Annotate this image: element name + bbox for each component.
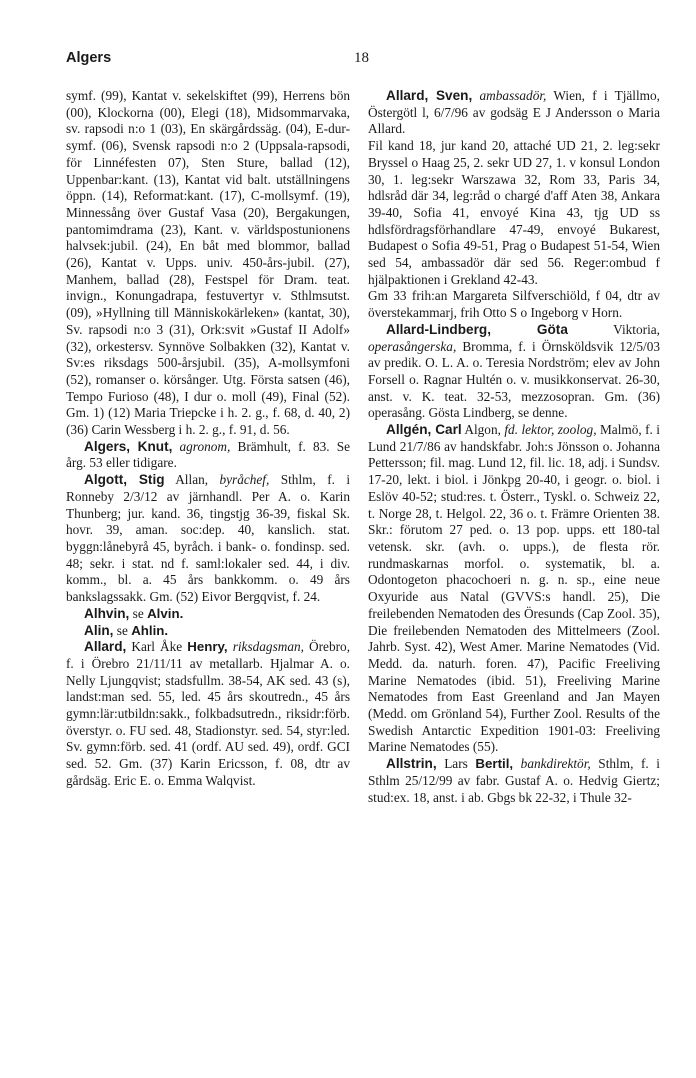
entry-alin: Alin, se Ahlin. bbox=[84, 622, 169, 638]
entry-name: Algott, Stig bbox=[84, 472, 165, 488]
entry-algers-continued: symf. (99), Kantat v. sekelskiftet (99), Herrens bön (00), Klockorna (00), Elegi (18), Midsommarvaka, sv. rapsodi n:o 1 (03), En skärgårdssäg. (04), E-dur-symf. (06), Svensk rapsodi n:o 2 (Uppsala-rapsodi, för Linnéfesten 07), Sten Sture, ballad (12), Uppenbar:kant. (13), Kantat vid balt. utställningens öppn. (14), Reformat:kant. (17), C-mollsymf. (19), Minnessång över Gustaf Vasa (20), Bergakungen, pantomimdrama (23), Kant. v. världspostunionens halvsek:jubil. (24), En båt med blommor, ballad (26), Kantat v. Upps. univ. 450-års-jubil. (27), Manhem, ballad (28), Festspel för Dram. teat. invign., Konungadrapa, festuvertyr v. Sthlmsutst. (09), »Hyllning till Människokärleken» (kantat, 30), Sv. rapsodi n:o 3 (31), Ork:svit »Gustaf II Adolf» (32), orkestersv. Synnöve Solbakken (32), Kantat v. Sv:es riksdags 500-årsjubil. (35), A-mollsymfoni (52), romanser o. körsånger. Utg. Första satsen (46), Tempo Furioso (48), I dur o. moll (49), Final (52). Gm. 1) (12) Maria Triepcke i h. 2. g., f. 68, d. 40, 2) (36) Carin Wessberg i h. 2. g., f. 91, d. 56. bbox=[66, 88, 350, 438]
entry-name: Allard-Lindberg, Göta bbox=[386, 321, 568, 337]
running-head bbox=[66, 50, 648, 72]
entry-title: byråchef, bbox=[219, 472, 270, 488]
entry-title: agronom, bbox=[179, 438, 231, 454]
entry-call-name: Bertil, bbox=[475, 756, 514, 772]
cross-reference: Alvin. bbox=[147, 605, 184, 621]
entry-name: Algers, Knut, bbox=[84, 438, 173, 454]
entry-allstrin: Allstrin, Lars Bertil, bankdirektör, Sthlm, f. i Sthlm 25/12/99 av fabr. Gustaf A. o. Hedvig Giertz; stud:ex. 18, anst. i ab. Gbgs bk 22-32, i Thule 32- bbox=[368, 756, 660, 805]
entry-allard-sven: Allard, Sven, ambassadör, Wien, f i Tjällmo, Östergötl l, 6/7/96 av godsäg E J Andersson o Maria Allard. bbox=[368, 88, 660, 137]
left-column bbox=[66, 88, 350, 790]
entry-title: operasångerska, bbox=[368, 338, 457, 354]
entry-name: Allgén, Carl bbox=[386, 422, 462, 438]
entry-title: fd. lektor, zoolog, bbox=[504, 422, 597, 438]
entry-allard-lindberg: Allard-Lindberg, Göta Viktoria, operasångerska, Bromma, f. i Örnsköldsvik 12/5/03 av predik. O. L. A. o. Teresia Nordström; elev av John Forsell o. Ragnar Hultén o. v. musikkonservat. 26-30, anst. v. K. teat. 32-53, mezzosopran. Gm. (36) operasång. Gösta Lindberg, se denne. bbox=[368, 321, 661, 421]
running-headword: Algers bbox=[66, 50, 112, 66]
entry-allard-sven-career: Fil kand 18, jur kand 20, attaché UD 21, 2. leg:sekr Bryssel o Haag 25, 2. sekr UD 27, 1. v konsul London 30, 1. leg:sekr Warszawa 32, Rom 33, Paris 34, hdlsråd där 34, leg:råd o chargé d'aff Aten 38, Ankara 39-40, Sofia 41, envoyé Kina 43, tjg UD ss hdlsfördragsförhandlare 47-49, envoyé Bukarest, Budapest o Sofia 49-51, Prag o Budapest 51-54, Wien sed 54, ambassadör där sed 56. Reger:ombud f hjälpaktionen i Grekland 42-43. bbox=[368, 138, 660, 287]
entry-name: Allard, bbox=[84, 639, 127, 655]
right-column bbox=[368, 88, 660, 806]
entry-algers-knut: Algers, Knut, agronom, Brämhult, f. 83. Se årg. 53 eller tidigare. bbox=[66, 438, 350, 471]
cross-reference: Ahlin. bbox=[131, 622, 169, 638]
entry-alhvin: Alhvin, se Alvin. bbox=[84, 605, 184, 621]
entry-title: bankdirektör, bbox=[520, 756, 591, 772]
entry-name: Alin, bbox=[84, 622, 114, 638]
page-number: 18 bbox=[354, 50, 369, 66]
entry-allard-henry: Allard, Karl Åke Henry, riksdagsman, Örebro, f. i Örebro 21/11/11 av metallarb. Hjalmar A. o. Nelly Ljungqvist; stadsfullm. 38-54, AK sed. 43 (s), landst:man sed. 55, led. 45 års skoutredn., 45 års gymn:lär:utbildn:sakk., folkbadsutredn., riksidr:förb. överstyr. o. FU sed. 48, Stadionstyr. sed. 54, styr:led. Sv. gymn:förb. sed. 41 (ordf. AU sed. 49), ordf. GCI sed. 52. Gm. (37) Karin Ericsson, f. 08, dtr av gårdsäg. Eric E. o. Emma Walqvist. bbox=[66, 639, 351, 788]
entry-allgen: Allgén, Carl Algon, fd. lektor, zoolog, Malmö, f. i Lund 21/7/86 av handskfabr. Joh:s Jönsson o. Johanna Pettersson; fil. mag. Lund 12, fil. lic. 18, adj. i Sundsv. 17-20, lekt. i biol. i Jönkpg 20-40, i geogr. o. biol. i Eslöv 40-52; stud:res. t. Österr., Tyskl. o. Schweiz 22, t. Norge 28, t. Helgol. 22, 36 o. t. Främre Orienten 38. Skr.: förutom 27 ped. o. 13 pop. upps. ett 180-tal vetensk. skr. (avh. o. upps.), de flesta rör. rundmaskarnas morfol. o. systematik, bl. a. Odontogeton phacochoeri n. g. n. sp., eine neue Oxyuride aus Natal (GVVS:s handl. 25), Die freilebenden Nematoden des Öresunds (Cap Zool. 35), Die freilebenden Nematoden des Mittelmeers (Zool. Jahrb. Syst. 42), West Amer. Marine Nematodes (Vid. Medd. da. naturh. foren. 47), Pacific Freeliving Marine Nematodes (ibid. 51), Freeliving Marine Nematodes from East Greenland and Jan Mayen (Medd. om Grönland 54), Further Zool. Results of the Swedish Antarctic Expedition 1901-03: Freeliving Marine Nematodes (55). bbox=[368, 422, 661, 755]
entry-title: ambassadör, bbox=[479, 88, 547, 103]
entry-name: Allard, Sven, bbox=[386, 88, 473, 103]
entry-call-name: Henry, bbox=[187, 639, 228, 655]
entry-name: Allstrin, bbox=[386, 756, 437, 772]
entry-allard-sven-family: Gm 33 frih:an Margareta Silfverschiöld, f 04, dtr av överstekammarj, frih Otto S o Ingeborg v Horn. bbox=[368, 288, 660, 321]
entry-name: Alhvin, bbox=[84, 605, 130, 621]
entry-title: riksdagsman, bbox=[232, 639, 304, 655]
entry-algott-stig: Algott, Stig Allan, byråchef, Sthlm, f. i Ronneby 2/3/12 av järnhandl. Per A. o. Karin Thunberg; jur. kand. 36, tingstjg 36-39, fiskal Sk. hovr. 39, aman. soc:dep. 40, kanslich. stat. byggn:lånebyrå 45, byråch. i bank- o. fondinsp. sed. 48; sekr. i stat. nd f. saml:lokaler sed. 44, i div. komm., bl. a. 45 års bankkomm. o. 49 års bankslagssakk. Gm. (52) Eivor Bergqvist, f. 24. bbox=[66, 472, 351, 605]
